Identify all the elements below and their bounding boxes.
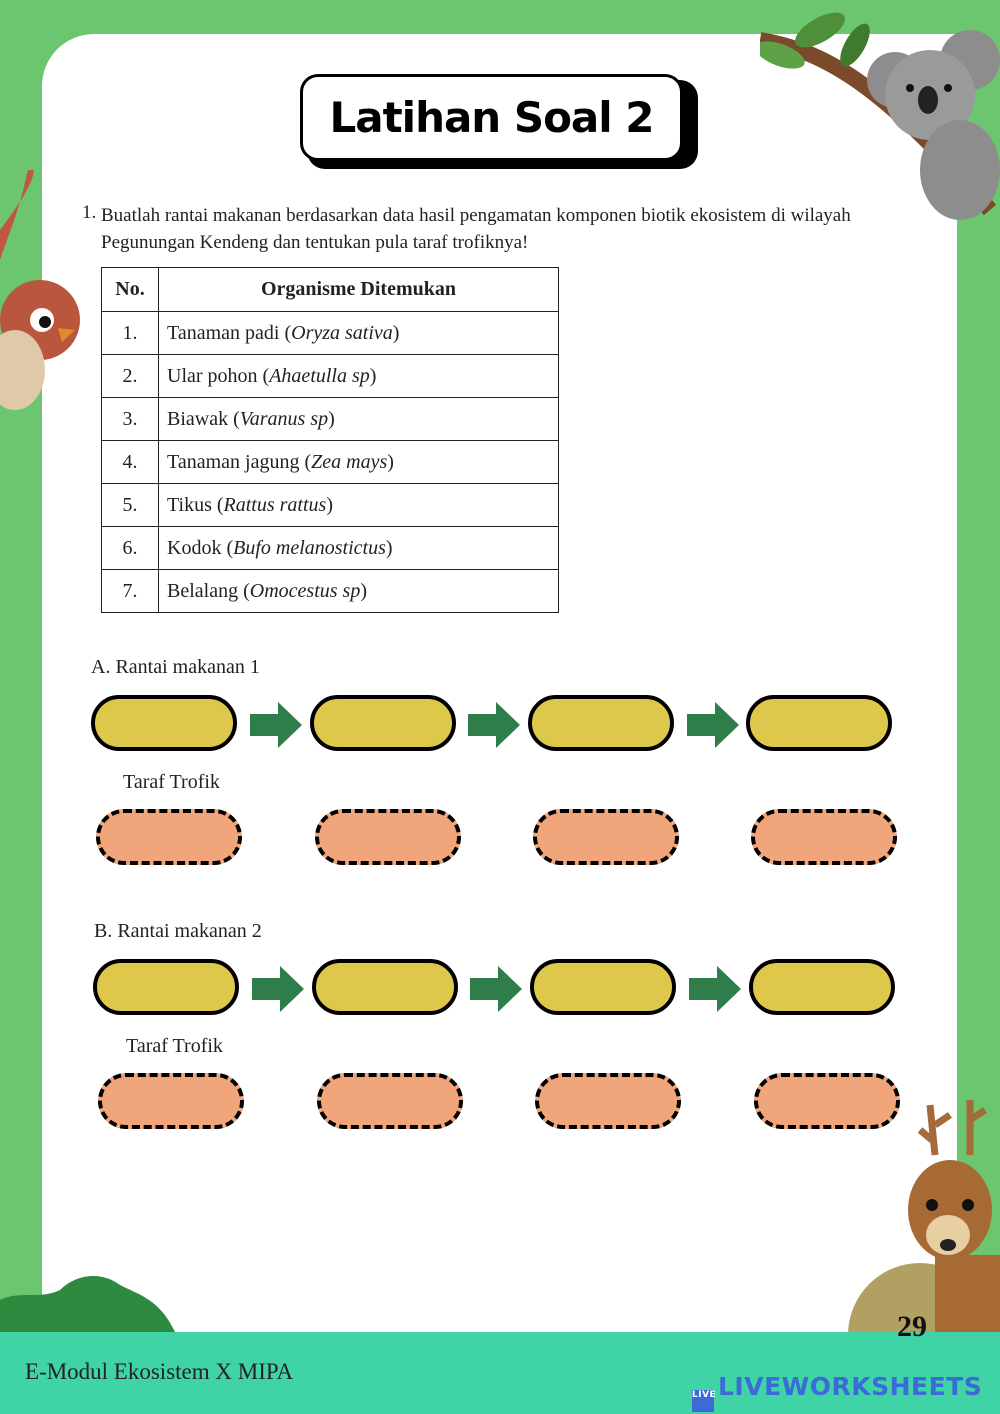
organism-answer-box[interactable] (91, 695, 237, 751)
koala-illustration (760, 0, 1000, 230)
organism-cell: Ular pohon (Ahaetulla sp) (159, 355, 559, 398)
arrow-right-icon (250, 702, 302, 748)
trophic-level-answer-box[interactable] (533, 809, 679, 865)
organism-name: Tanaman padi (167, 321, 280, 344)
page-title: Latihan Soal 2 (329, 93, 654, 142)
organism-cell: Biawak (Varanus sp) (159, 398, 559, 441)
organism-cell: Kodok (Bufo melanostictus) (159, 527, 559, 570)
table-row (102, 398, 559, 441)
organism-cell: Tanaman padi (Oryza sativa) (159, 312, 559, 355)
table-header-row (102, 268, 559, 312)
arrow-right-icon (687, 702, 739, 748)
organism-answer-box[interactable] (310, 695, 456, 751)
trophic-level-answer-box[interactable] (96, 809, 242, 865)
row-number: 1. (102, 312, 159, 355)
row-number: 5. (102, 484, 159, 527)
organism-cell: Belalang (Omocestus sp) (159, 570, 559, 613)
organism-answer-box[interactable] (749, 959, 895, 1015)
organism-cell: Tikus (Rattus rattus) (159, 484, 559, 527)
arrow-right-icon (252, 966, 304, 1012)
organism-answer-box[interactable] (312, 959, 458, 1015)
header-no: No. (102, 268, 159, 312)
bush-illustration (0, 1270, 200, 1340)
organism-latin-name: Zea mays (311, 450, 388, 473)
title-box (300, 74, 683, 161)
brand-mark: LIVE (692, 1390, 714, 1412)
organism-name: Biawak (167, 407, 229, 430)
organism-table (101, 267, 559, 613)
trophic-level-answer-box[interactable] (317, 1073, 463, 1129)
organism-name: Belalang (167, 579, 239, 602)
organism-name: Ular pohon (167, 364, 258, 387)
organism-latin-name: Omocestus sp (249, 579, 361, 602)
organism-latin-name: Rattus rattus (223, 493, 327, 516)
table-row (102, 355, 559, 398)
organism-answer-box[interactable] (746, 695, 892, 751)
trophic-level-answer-box[interactable] (754, 1073, 900, 1129)
question-text: Buatlah rantai makanan berdasarkan data hasil pengamatan komponen biotik ekosistem di wilayah Pegunungan Kendeng dan tentukan pula taraf trofiknya! (101, 205, 851, 253)
organism-name: Tikus (167, 493, 212, 516)
arrow-right-icon (470, 966, 522, 1012)
row-number: 7. (102, 570, 159, 613)
organism-name: Kodok (167, 536, 222, 559)
organism-answer-box[interactable] (530, 959, 676, 1015)
organism-answer-box[interactable] (93, 959, 239, 1015)
table-row (102, 570, 559, 613)
owl-illustration (0, 170, 90, 410)
table-row (102, 312, 559, 355)
module-name: E-Modul Ekosistem X MIPA (25, 1359, 294, 1384)
arrow-right-icon (689, 966, 741, 1012)
row-number: 2. (102, 355, 159, 398)
brand-text: LIVEWORKSHEETS (718, 1372, 983, 1401)
table-row (102, 441, 559, 484)
organism-latin-name: Ahaetulla sp (269, 364, 370, 387)
organism-latin-name: Bufo melanostictus (233, 536, 386, 559)
organism-name: Tanaman jagung (167, 450, 300, 473)
section-b-taraf-label: Taraf Trofik (126, 1035, 223, 1057)
organism-latin-name: Oryza sativa (291, 321, 393, 344)
section-b-label: B. Rantai makanan 2 (94, 920, 262, 942)
organism-cell: Tanaman jagung (Zea mays) (159, 441, 559, 484)
section-a-label: A. Rantai makanan 1 (91, 656, 260, 678)
row-number: 6. (102, 527, 159, 570)
trophic-level-answer-box[interactable] (751, 809, 897, 865)
question-number: 1. (82, 202, 97, 223)
table-row (102, 484, 559, 527)
liveworksheets-logo (692, 1372, 982, 1412)
trophic-level-answer-box[interactable] (535, 1073, 681, 1129)
row-number: 3. (102, 398, 159, 441)
row-number: 4. (102, 441, 159, 484)
header-organism: Organisme Ditemukan (159, 268, 559, 312)
trophic-level-answer-box[interactable] (315, 809, 461, 865)
organism-latin-name: Varanus sp (239, 407, 329, 430)
section-a-taraf-label: Taraf Trofik (123, 771, 220, 793)
organism-answer-box[interactable] (528, 695, 674, 751)
table-row (102, 527, 559, 570)
arrow-right-icon (468, 702, 520, 748)
page-number: 29 (897, 1310, 927, 1343)
trophic-level-answer-box[interactable] (98, 1073, 244, 1129)
